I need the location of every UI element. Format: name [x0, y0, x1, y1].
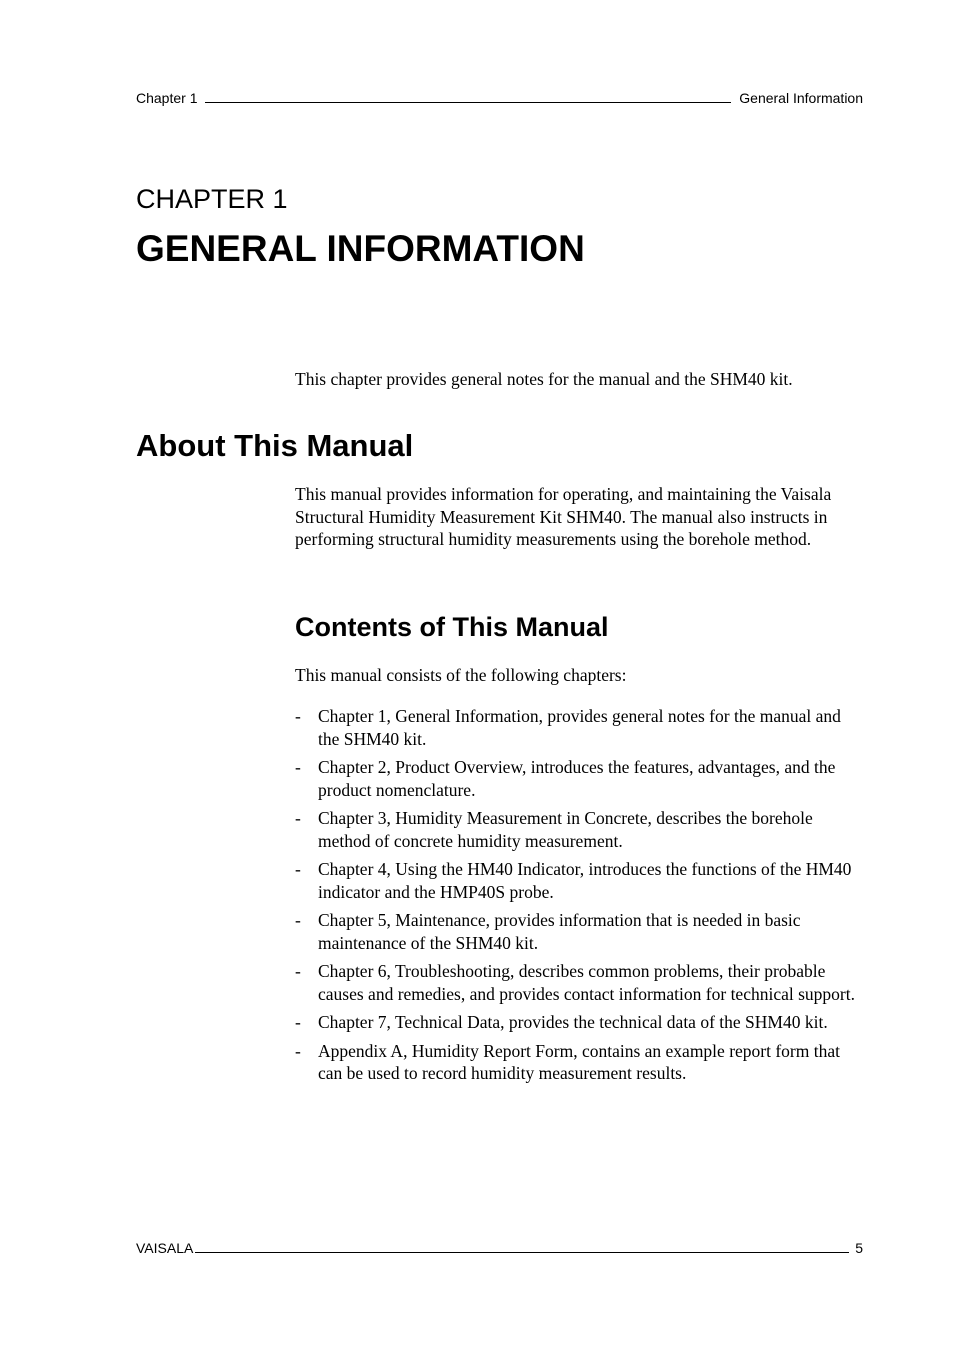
list-bullet: - — [295, 757, 301, 777]
list-item-text: Chapter 4, Using the HM40 Indicator, introduces the functions of the HM40 indicator and the HMP40S probe. — [318, 859, 852, 902]
contents-heading: Contents of This Manual — [295, 612, 609, 642]
list-item-text: Chapter 2, Product Overview, introduces the features, advantages, and the product nomenclature. — [318, 757, 836, 800]
chapter-intro: This chapter provides general notes for the manual and the SHM40 kit. — [295, 369, 793, 389]
chapter-list — [295, 705, 865, 1091]
contents-intro: This manual consists of the following chapters: — [295, 665, 627, 685]
page-number: 5 — [855, 1240, 863, 1256]
footer-company: VAISALA — [136, 1240, 194, 1256]
header-chapter: Chapter 1 — [136, 90, 198, 106]
chapter-title: GENERAL INFORMATION — [136, 228, 585, 269]
running-header — [136, 90, 863, 106]
list-item — [295, 909, 865, 954]
list-item — [295, 807, 865, 852]
list-bullet: - — [295, 910, 301, 930]
list-bullet: - — [295, 859, 301, 879]
list-bullet: - — [295, 1012, 301, 1032]
list-bullet: - — [295, 706, 301, 726]
list-bullet: - — [295, 1040, 301, 1061]
list-item-text: Chapter 1, General Information, provides general notes for the manual and the SHM40 kit. — [318, 706, 841, 749]
list-item — [295, 1011, 865, 1034]
running-footer — [136, 1240, 863, 1256]
list-bullet: - — [295, 961, 301, 981]
header-section: General Information — [739, 90, 863, 106]
list-item-text: Chapter 7, Technical Data, provides the technical data of the SHM40 kit. — [318, 1012, 828, 1032]
header-rule — [205, 102, 731, 103]
footer-rule — [195, 1252, 849, 1253]
list-item — [295, 1040, 865, 1085]
list-item — [295, 960, 865, 1005]
about-text: This manual provides information for operating, and maintaining the Vaisala Structural Humidity Measurement Kit SHM40. The manual also instructs in performing structural humidity measurements using the borehole method. — [295, 484, 832, 549]
list-item-text: Chapter 3, Humidity Measurement in Concrete, describes the borehole method of concrete humidity measurement. — [318, 808, 813, 851]
list-item-text: Chapter 6, Troubleshooting, describes common problems, their probable causes and remedies, and provides contact information for technical support. — [318, 961, 855, 1004]
chapter-label: CHAPTER 1 — [136, 184, 288, 214]
list-item — [295, 858, 865, 903]
list-item-text: Appendix A, Humidity Report Form, contains an example report form that can be used to record humidity measurement results. — [318, 1040, 840, 1083]
list-item — [295, 756, 865, 801]
about-heading: About This Manual — [136, 428, 414, 463]
list-item-text: Chapter 5, Maintenance, provides information that is needed in basic maintenance of the SHM40 kit. — [318, 910, 801, 953]
list-item — [295, 705, 865, 750]
list-bullet: - — [295, 808, 301, 828]
